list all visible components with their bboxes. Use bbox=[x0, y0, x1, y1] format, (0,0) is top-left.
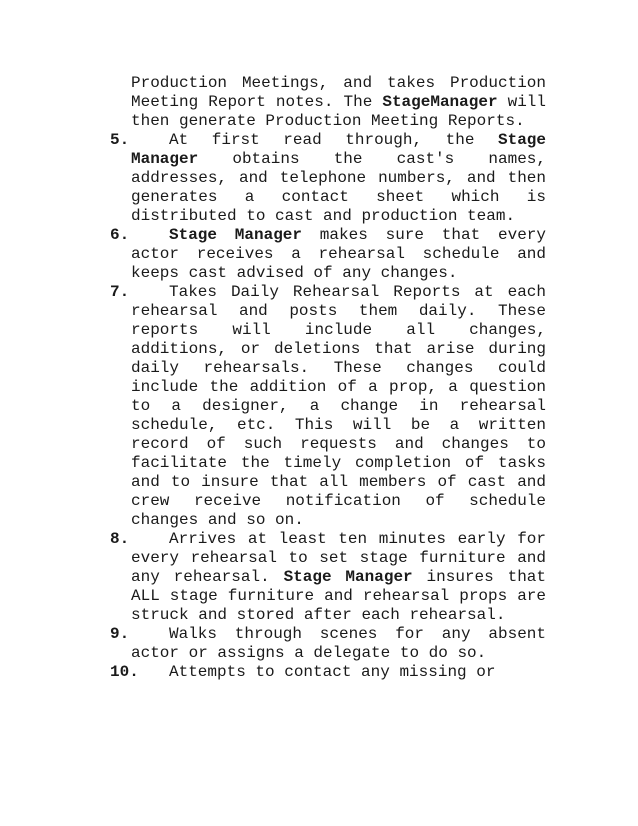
list-item-9 bbox=[110, 625, 546, 663]
stage-manager-term: Stage Manager bbox=[283, 568, 413, 586]
item-number: 5. bbox=[110, 131, 130, 149]
list-item-10 bbox=[110, 663, 546, 682]
paragraph-text: Arrives at least ten minutes early for every rehearsal to set stage furniture and any rehearsal. bbox=[131, 530, 546, 586]
continuation-paragraph bbox=[110, 74, 546, 131]
paragraph-text: Walks through scenes for any absent actor or assigns a delegate to do so. bbox=[131, 625, 546, 662]
paragraph-text: Production Meetings, and takes Production Meeting Report notes. The bbox=[131, 74, 546, 111]
stage-manager-term: StageManager bbox=[382, 93, 498, 111]
paragraph-text: makes sure that every actor receives a rehearsal schedule and keeps cast advised of any changes. bbox=[131, 226, 546, 282]
paragraph-text: obtains the cast's names, addresses, and telephone numbers, and then generates a contact sheet which is distributed to cast and production team. bbox=[131, 150, 546, 225]
stage-manager-term: Stage Manager bbox=[169, 226, 303, 244]
item-number: 8. bbox=[110, 530, 130, 548]
stage-manager-term: Stage Manager bbox=[131, 131, 546, 168]
paragraph-text: insures that ALL stage furniture and rehearsal props are struck and stored after each rehearsal. bbox=[131, 568, 547, 624]
paragraph-text: At first read through, the bbox=[169, 131, 498, 149]
list-item-5 bbox=[110, 131, 546, 226]
paragraph-text: Takes Daily Rehearsal Reports at each rehearsal and posts them daily. These reports will include all changes, additions, or deletions that arise during daily rehearsals. These changes could include the addition of a prop, a question to a designer, a change in rehearsal schedule, etc. This will be a written record of such requests and changes to facilitate the timely completion of tasks and to insure that all members of cast and crew receive notification of schedule changes and so on. bbox=[131, 283, 546, 529]
list-item-6 bbox=[110, 226, 546, 283]
item-number: 6. bbox=[110, 226, 130, 244]
paragraph-text: will then generate Production Meeting Reports. bbox=[131, 93, 546, 130]
paragraph-text: Attempts to contact any missing or bbox=[169, 663, 496, 681]
list-item-7 bbox=[110, 283, 546, 530]
list-item-8 bbox=[110, 530, 546, 625]
document-page bbox=[110, 74, 546, 682]
item-number: 7. bbox=[110, 283, 130, 301]
item-number: 10. bbox=[110, 663, 139, 681]
item-number: 9. bbox=[110, 625, 130, 643]
